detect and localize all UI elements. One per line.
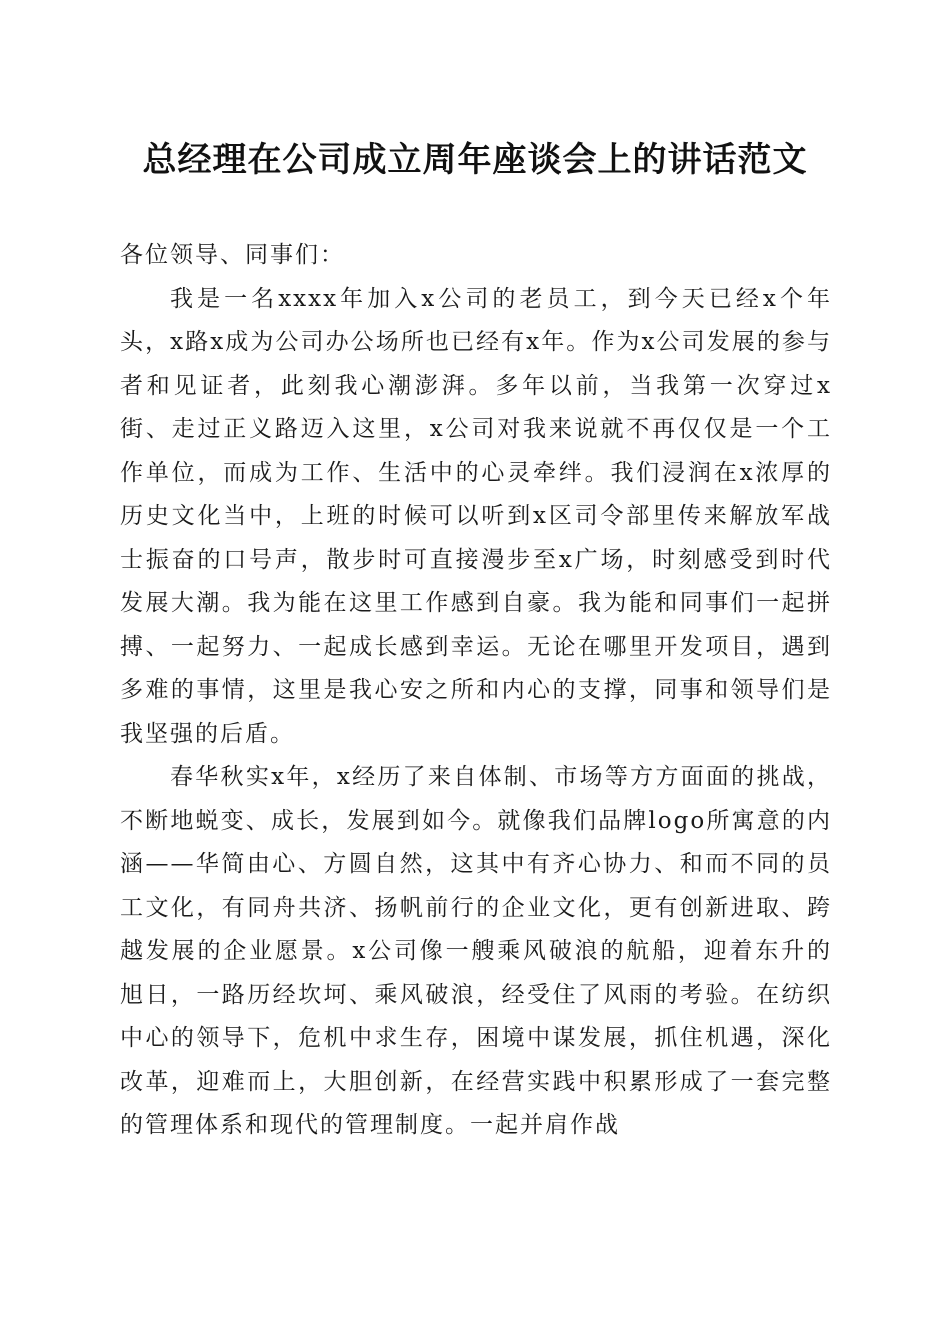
document-body [120, 234, 832, 1148]
document-title: 总经理在公司成立周年座谈会上的讲话范文 [142, 140, 808, 180]
paragraph-2: 春华秋实x年，x经历了来自体制、市场等方方面面的挑战，不断地蜕变、成长，发展到如今。就像我们品牌logo所寓意的内涵——华简由心、方圆自然，这其中有齐心协力、和而不同的员工文化，有同舟共济、扬帆前行的企业文化，更有创新进取、跨越发展的企业愿景。x公司像一艘乘风破浪的航船，迎着东升的旭日，一路历经坎坷、乘风破浪，经受住了风雨的考验。在纺织中心的领导下，危机中求生存，困境中谋发展，抓住机遇，深化改革，迎难而上，大胆创新，在经营实践中积累形成了一套完整的管理体系和现代的管理制度。一起并肩作战 [120, 764, 832, 1138]
salutation: 各位领导、同事们： [120, 242, 345, 268]
paragraph-1: 我是一名xxxx年加入x公司的老员工，到今天已经x个年头，x路x成为公司办公场所也已经有x年。作为x公司发展的参与者和见证者，此刻我心潮澎湃。多年以前，当我第一次穿过x街、走过正义路迈入这里，x公司对我来说就不再仅仅是一个工作单位，而成为工作、生活中的心灵牵绊。我们浸润在x浓厚的历史文化当中，上班的时候可以听到x区司令部里传来解放军战士振奋的口号声，散步时可直接漫步至x广场，时刻感受到时代发展大潮。我为能在这里工作感到自豪。我为能和同事们一起拼搏、一起努力、一起成长感到幸运。无论在哪里开发项目，遇到多难的事情，这里是我心安之所和内心的支撑，同事和领导们是我坚强的后盾。 [120, 285, 832, 747]
